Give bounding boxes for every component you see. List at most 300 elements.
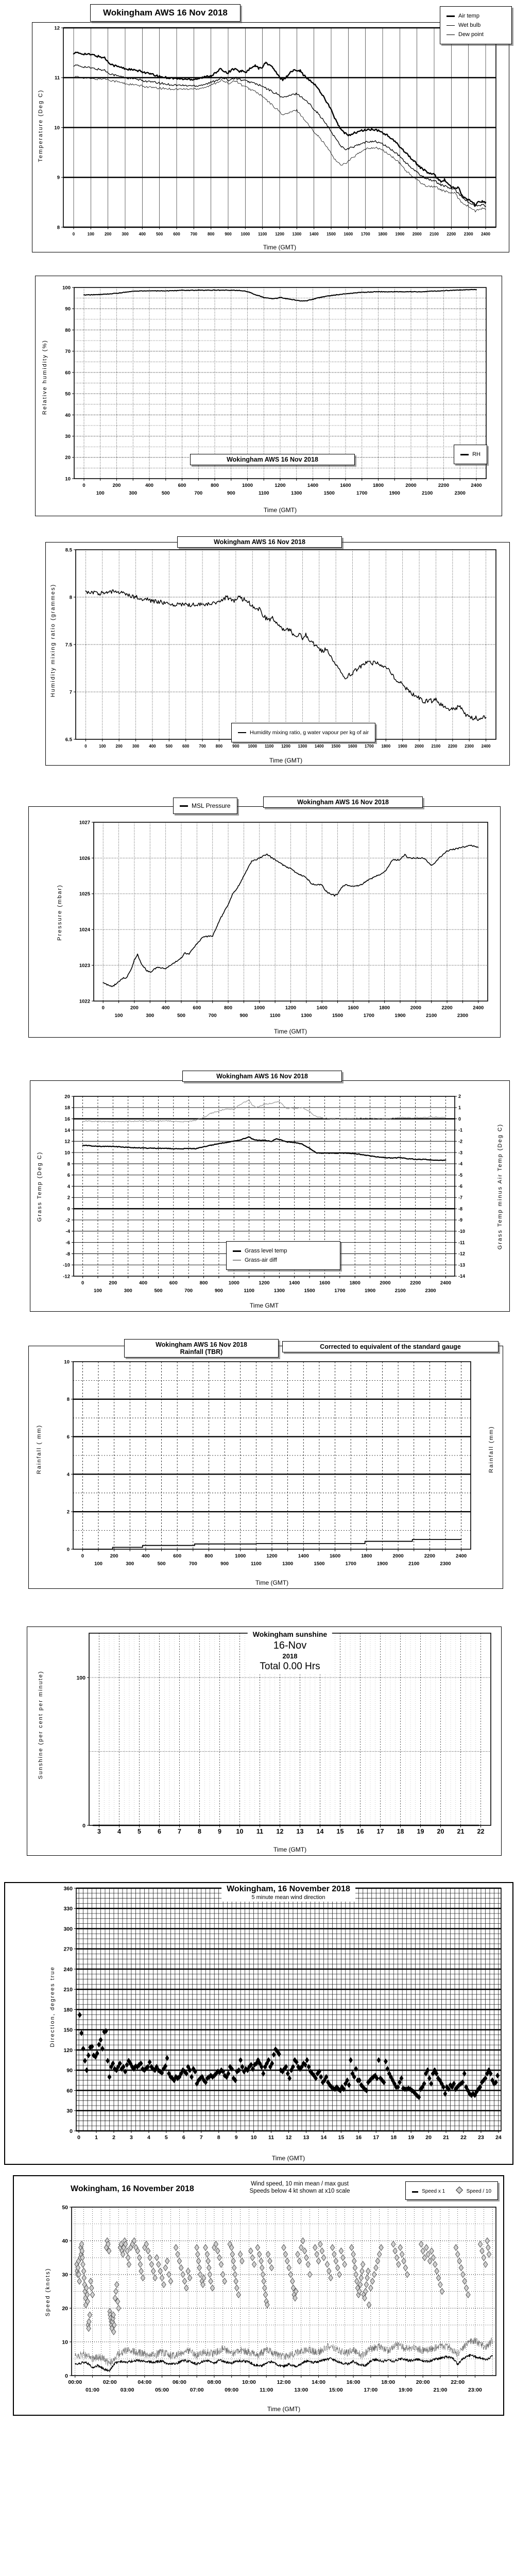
svg-text:2400: 2400 xyxy=(440,1280,451,1286)
svg-text:80: 80 xyxy=(65,327,71,333)
wind-speed-title: Wokingham, 16 November 2018 xyxy=(71,2184,194,2193)
svg-text:900: 900 xyxy=(225,232,232,236)
svg-text:00:00: 00:00 xyxy=(68,2379,82,2385)
speed-line-icon xyxy=(412,2191,418,2193)
svg-text:1700: 1700 xyxy=(334,1288,346,1294)
svg-text:22: 22 xyxy=(460,2134,467,2141)
legend-label: Grass level temp xyxy=(245,1248,287,1254)
svg-text:400: 400 xyxy=(139,232,146,236)
svg-text:2200: 2200 xyxy=(438,483,450,488)
humidity-legend xyxy=(454,445,487,464)
svg-text:02:00: 02:00 xyxy=(102,2379,117,2385)
svg-text:12:00: 12:00 xyxy=(277,2379,291,2385)
legend-label: Wet bulb xyxy=(458,22,481,28)
svg-text:1027: 1027 xyxy=(79,820,90,826)
svg-text:1023: 1023 xyxy=(79,963,90,969)
svg-text:30: 30 xyxy=(66,2108,73,2114)
svg-text:2100: 2100 xyxy=(431,744,441,749)
svg-text:1600: 1600 xyxy=(340,483,351,488)
svg-text:200: 200 xyxy=(130,1005,139,1011)
svg-text:22: 22 xyxy=(477,1828,485,1835)
svg-text:1: 1 xyxy=(458,1105,461,1111)
svg-text:1024: 1024 xyxy=(79,927,90,933)
svg-text:0: 0 xyxy=(84,744,87,749)
svg-text:0: 0 xyxy=(101,1005,105,1011)
svg-text:2: 2 xyxy=(112,2134,115,2141)
svg-text:200: 200 xyxy=(109,1280,117,1286)
svg-text:70: 70 xyxy=(65,349,71,355)
svg-text:700: 700 xyxy=(199,744,206,749)
svg-text:1900: 1900 xyxy=(394,1013,406,1019)
wet-bulb-line-icon xyxy=(447,25,455,26)
svg-text:10: 10 xyxy=(64,1359,70,1365)
legend-item xyxy=(238,730,369,736)
svg-text:-8: -8 xyxy=(65,1251,70,1257)
svg-text:60: 60 xyxy=(66,2088,73,2094)
svg-text:-3: -3 xyxy=(458,1150,463,1156)
legend-item xyxy=(447,31,505,38)
wind-speed-subtitle-line2: Speeds below 4 kt shown at x10 scale xyxy=(249,2188,350,2195)
svg-text:2200: 2200 xyxy=(424,1553,435,1559)
svg-text:1300: 1300 xyxy=(298,744,307,749)
svg-text:14: 14 xyxy=(316,1828,324,1835)
svg-text:800: 800 xyxy=(204,1553,213,1559)
svg-text:01:00: 01:00 xyxy=(85,2387,99,2393)
svg-text:20: 20 xyxy=(64,1094,70,1100)
svg-text:2400: 2400 xyxy=(456,1553,467,1559)
svg-text:1400: 1400 xyxy=(298,1553,309,1559)
svg-text:0: 0 xyxy=(82,483,85,488)
svg-text:2300: 2300 xyxy=(454,490,466,496)
air-temp-line-icon xyxy=(447,15,455,17)
y-axis-title: Temperature (Deg C) xyxy=(38,89,44,162)
svg-text:2400: 2400 xyxy=(481,232,490,236)
legend-label: Humidity mixing ratio, g water vapour per kg of air xyxy=(250,730,369,736)
svg-text:1000: 1000 xyxy=(228,1280,239,1286)
svg-text:2000: 2000 xyxy=(410,1005,421,1011)
svg-text:18: 18 xyxy=(64,1105,70,1111)
svg-text:10: 10 xyxy=(65,476,71,482)
svg-text:2000: 2000 xyxy=(392,1553,404,1559)
svg-text:2000: 2000 xyxy=(412,232,422,236)
x-axis-title: Time (GMT) xyxy=(271,2155,305,2162)
svg-text:1800: 1800 xyxy=(381,744,391,749)
svg-text:1700: 1700 xyxy=(360,232,370,236)
svg-text:2100: 2100 xyxy=(426,1013,437,1019)
svg-text:7: 7 xyxy=(199,2134,203,2141)
svg-text:40: 40 xyxy=(65,412,71,418)
legend-label: Speed / 10 xyxy=(466,2189,491,2194)
wind-speed-subtitle-line1: Wind speed, 10 min mean / max gust xyxy=(251,2181,349,2187)
sunshine-total: Total 0.00 Hrs xyxy=(260,1660,320,1672)
svg-text:900: 900 xyxy=(239,1013,248,1019)
svg-text:1100: 1100 xyxy=(258,232,267,236)
svg-text:100: 100 xyxy=(94,1561,102,1567)
svg-text:21: 21 xyxy=(443,2134,449,2141)
y-axis-title: Sunshine (per cent per minute) xyxy=(38,1670,44,1780)
rainfall-note-box xyxy=(282,1341,499,1352)
grass-temp-line-icon xyxy=(233,1250,241,1252)
sunshine-title: Wokingham sunshine xyxy=(252,1630,328,1638)
svg-text:1800: 1800 xyxy=(349,1280,360,1286)
svg-text:0: 0 xyxy=(81,1280,84,1286)
svg-text:200: 200 xyxy=(110,1553,118,1559)
svg-text:300: 300 xyxy=(126,1561,134,1567)
svg-text:1700: 1700 xyxy=(365,744,374,749)
humidity-plot xyxy=(36,276,502,516)
chart-title-box xyxy=(177,536,342,548)
svg-text:2300: 2300 xyxy=(464,232,473,236)
svg-text:-12: -12 xyxy=(63,1274,70,1280)
svg-text:21: 21 xyxy=(457,1828,465,1835)
svg-text:1022: 1022 xyxy=(79,998,90,1005)
svg-text:1100: 1100 xyxy=(264,744,274,749)
svg-text:1700: 1700 xyxy=(345,1561,356,1567)
svg-text:19: 19 xyxy=(408,2134,414,2141)
y-axis-title-right: Rainfall (mm) xyxy=(488,1426,494,1473)
svg-text:360: 360 xyxy=(63,1885,73,1892)
svg-text:10: 10 xyxy=(64,1150,70,1156)
legend-item xyxy=(412,2189,445,2194)
svg-text:500: 500 xyxy=(156,232,163,236)
x-axis-title: Time (GMT) xyxy=(263,244,297,251)
svg-text:12: 12 xyxy=(285,2134,292,2141)
svg-text:210: 210 xyxy=(63,1987,73,1993)
chart-mixing-ratio-panel xyxy=(45,538,510,766)
legend-label: Speed x 1 xyxy=(422,2189,445,2194)
svg-text:6: 6 xyxy=(182,2134,185,2141)
svg-text:10: 10 xyxy=(54,125,60,131)
grass-temp-legend xyxy=(226,1241,340,1270)
legend-item xyxy=(447,13,505,19)
svg-text:20: 20 xyxy=(437,1828,444,1835)
chart-title: Wokingham AWS 16 Nov 2018 xyxy=(216,1073,308,1080)
rainfall-note: Corrected to equivalent of the standard gauge xyxy=(320,1343,461,1350)
svg-text:03:00: 03:00 xyxy=(120,2387,134,2393)
chart-sunshine-panel xyxy=(27,1626,502,1856)
svg-text:1026: 1026 xyxy=(79,855,90,861)
svg-text:100: 100 xyxy=(62,285,71,291)
x-axis-title: Time (GMT) xyxy=(263,506,297,514)
svg-text:800: 800 xyxy=(215,744,223,749)
svg-text:800: 800 xyxy=(224,1005,233,1011)
svg-text:30: 30 xyxy=(65,433,71,439)
svg-text:50: 50 xyxy=(65,391,71,397)
svg-text:-7: -7 xyxy=(458,1195,463,1200)
y-axis-title: Grass Temp (Deg C) xyxy=(37,1151,43,1222)
svg-text:1600: 1600 xyxy=(319,1280,331,1286)
svg-text:12: 12 xyxy=(276,1828,284,1835)
sunshine-year: 2018 xyxy=(282,1652,298,1660)
svg-text:11: 11 xyxy=(54,75,60,81)
svg-text:1000: 1000 xyxy=(241,232,250,236)
svg-text:6: 6 xyxy=(67,1173,70,1179)
svg-text:700: 700 xyxy=(184,1288,193,1294)
svg-text:150: 150 xyxy=(63,2027,73,2033)
svg-text:1200: 1200 xyxy=(259,1280,270,1286)
y-axis-title: Humidity mixing ratio (grammes) xyxy=(50,583,56,698)
svg-text:2400: 2400 xyxy=(473,1005,484,1011)
svg-text:1100: 1100 xyxy=(258,490,269,496)
svg-text:100: 100 xyxy=(76,1674,85,1681)
svg-text:13:00: 13:00 xyxy=(294,2387,308,2393)
svg-text:2000: 2000 xyxy=(405,483,417,488)
svg-text:200: 200 xyxy=(115,744,123,749)
svg-text:17: 17 xyxy=(373,2134,380,2141)
svg-text:500: 500 xyxy=(161,490,170,496)
svg-text:700: 700 xyxy=(208,1013,217,1019)
svg-text:23:00: 23:00 xyxy=(468,2387,482,2393)
svg-text:0: 0 xyxy=(70,2128,73,2134)
svg-text:1700: 1700 xyxy=(363,1013,374,1019)
svg-text:900: 900 xyxy=(220,1561,229,1567)
svg-text:1400: 1400 xyxy=(314,744,324,749)
chart-title: Wokingham AWS 16 Nov 2018 xyxy=(214,538,305,546)
pressure-plot xyxy=(29,807,500,1037)
svg-text:1900: 1900 xyxy=(376,1561,388,1567)
svg-text:2400: 2400 xyxy=(471,483,482,488)
svg-text:1800: 1800 xyxy=(361,1553,372,1559)
svg-text:400: 400 xyxy=(149,744,156,749)
svg-text:-2: -2 xyxy=(65,1217,70,1224)
svg-text:1900: 1900 xyxy=(389,490,400,496)
svg-text:13: 13 xyxy=(296,1828,304,1835)
legend-label: Grass-air diff xyxy=(245,1257,277,1263)
svg-text:17: 17 xyxy=(376,1828,384,1835)
svg-text:20: 20 xyxy=(62,2305,68,2312)
svg-text:-1: -1 xyxy=(458,1127,463,1133)
svg-text:2100: 2100 xyxy=(394,1288,406,1294)
chart-title: Wokingham AWS 16 Nov 2018 xyxy=(297,799,389,806)
svg-text:1700: 1700 xyxy=(356,490,368,496)
svg-text:2300: 2300 xyxy=(440,1561,451,1567)
svg-text:3: 3 xyxy=(130,2134,133,2141)
svg-text:-10: -10 xyxy=(63,1262,70,1268)
svg-text:19: 19 xyxy=(417,1828,424,1835)
svg-text:1600: 1600 xyxy=(344,232,353,236)
legend-label: Air temp xyxy=(458,13,479,19)
svg-text:500: 500 xyxy=(154,1288,163,1294)
svg-text:1300: 1300 xyxy=(291,490,302,496)
svg-text:120: 120 xyxy=(63,2047,73,2054)
sunshine-title-block xyxy=(248,1630,332,1673)
svg-text:800: 800 xyxy=(207,232,215,236)
svg-text:-2: -2 xyxy=(458,1139,463,1144)
svg-text:-11: -11 xyxy=(458,1240,465,1245)
chart-pressure-panel xyxy=(28,799,501,1038)
wind-speed-plot xyxy=(14,2176,503,2415)
svg-text:1100: 1100 xyxy=(251,1561,262,1567)
chart-grass-temp-panel xyxy=(30,1073,510,1312)
x-axis-title: Time (GMT) xyxy=(255,1579,289,1586)
svg-text:8.5: 8.5 xyxy=(65,547,72,553)
chart-humidity-panel xyxy=(35,276,502,516)
wind-direction-title: Wokingham, 16 November 2018 xyxy=(227,1885,350,1893)
svg-text:7.5: 7.5 xyxy=(65,642,72,648)
mixing-ratio-line-icon xyxy=(238,732,246,733)
svg-text:11: 11 xyxy=(268,2134,274,2141)
svg-text:90: 90 xyxy=(66,2067,73,2074)
chart-wind-speed-panel xyxy=(13,2175,504,2416)
svg-text:270: 270 xyxy=(63,1946,73,1953)
svg-text:400: 400 xyxy=(139,1280,148,1286)
svg-text:1500: 1500 xyxy=(332,1013,344,1019)
chart-title-line1: Wokingham AWS 16 Nov 2018 xyxy=(156,1341,247,1348)
legend-item xyxy=(233,1257,334,1263)
svg-text:50: 50 xyxy=(62,2204,68,2211)
svg-text:06:00: 06:00 xyxy=(172,2379,186,2385)
chart-title: Wokingham AWS 16 Nov 2018 xyxy=(103,8,228,18)
svg-text:8: 8 xyxy=(67,1161,70,1167)
wind-direction-plot xyxy=(5,1883,512,2164)
svg-text:1500: 1500 xyxy=(314,1561,325,1567)
svg-text:13: 13 xyxy=(303,2134,310,2141)
svg-text:2400: 2400 xyxy=(481,744,491,749)
svg-text:900: 900 xyxy=(232,744,239,749)
svg-text:1200: 1200 xyxy=(285,1005,297,1011)
svg-text:-4: -4 xyxy=(65,1229,70,1235)
legend-label: Dew point xyxy=(458,31,484,38)
svg-text:300: 300 xyxy=(63,1926,73,1933)
svg-text:18:00: 18:00 xyxy=(381,2379,396,2385)
chart-title-box xyxy=(124,1339,279,1358)
svg-text:1300: 1300 xyxy=(301,1013,312,1019)
svg-text:2: 2 xyxy=(458,1094,461,1099)
svg-text:200: 200 xyxy=(112,483,121,488)
svg-text:1300: 1300 xyxy=(282,1561,294,1567)
svg-text:10: 10 xyxy=(250,2134,257,2141)
svg-text:6: 6 xyxy=(158,1828,161,1835)
y-axis-title: Rainfall ( mm) xyxy=(36,1424,42,1475)
svg-text:600: 600 xyxy=(173,1553,182,1559)
wind-speed-subtitle-block xyxy=(245,2180,355,2195)
svg-text:1800: 1800 xyxy=(379,1005,390,1011)
svg-text:1000: 1000 xyxy=(254,1005,265,1011)
rainfall-plot xyxy=(29,1346,503,1588)
x-axis-title: Time GMT xyxy=(249,1302,279,1309)
svg-text:5: 5 xyxy=(138,1828,141,1835)
svg-text:600: 600 xyxy=(178,483,186,488)
svg-text:1200: 1200 xyxy=(266,1553,278,1559)
svg-text:-12: -12 xyxy=(458,1251,466,1257)
svg-text:1900: 1900 xyxy=(364,1288,376,1294)
svg-text:1300: 1300 xyxy=(273,1288,285,1294)
svg-text:90: 90 xyxy=(65,306,71,312)
svg-text:0: 0 xyxy=(66,1547,70,1553)
y-axis-title: Pressure (mbar) xyxy=(57,884,63,941)
svg-text:600: 600 xyxy=(173,232,180,236)
svg-text:1600: 1600 xyxy=(329,1553,341,1559)
svg-text:9: 9 xyxy=(234,2134,238,2141)
svg-text:0: 0 xyxy=(81,1553,84,1559)
svg-text:2200: 2200 xyxy=(448,744,457,749)
svg-text:1025: 1025 xyxy=(79,891,90,897)
svg-text:8: 8 xyxy=(69,595,72,601)
temperature-legend xyxy=(440,6,512,44)
svg-text:200: 200 xyxy=(104,232,112,236)
svg-text:2300: 2300 xyxy=(457,1013,468,1019)
svg-text:1400: 1400 xyxy=(316,1005,328,1011)
svg-text:04:00: 04:00 xyxy=(138,2379,152,2385)
wind-direction-title-block xyxy=(221,1884,355,1902)
svg-text:17:00: 17:00 xyxy=(364,2387,378,2393)
svg-text:-4: -4 xyxy=(458,1161,463,1167)
legend-label: RH xyxy=(472,451,480,457)
svg-text:16:00: 16:00 xyxy=(346,2379,360,2385)
svg-text:1000: 1000 xyxy=(235,1553,246,1559)
svg-text:0: 0 xyxy=(82,1822,85,1829)
svg-text:100: 100 xyxy=(87,232,95,236)
svg-text:8: 8 xyxy=(217,2134,220,2141)
chart-title-line2: Rainfall (TBR) xyxy=(180,1348,223,1355)
svg-text:4: 4 xyxy=(147,2134,150,2141)
svg-text:23: 23 xyxy=(478,2134,484,2141)
grass-air-diff-line-icon xyxy=(233,1260,241,1261)
svg-text:700: 700 xyxy=(188,1561,197,1567)
svg-text:10:00: 10:00 xyxy=(242,2379,256,2385)
svg-text:300: 300 xyxy=(132,744,140,749)
svg-text:18: 18 xyxy=(390,2134,397,2141)
svg-text:2300: 2300 xyxy=(465,744,474,749)
chart-title: Wokingham AWS 16 Nov 2018 xyxy=(227,456,318,463)
svg-text:05:00: 05:00 xyxy=(155,2387,169,2393)
svg-text:08:00: 08:00 xyxy=(207,2379,221,2385)
legend-item xyxy=(457,2189,491,2194)
svg-text:0: 0 xyxy=(72,232,75,236)
svg-text:2200: 2200 xyxy=(410,1280,421,1286)
svg-text:1400: 1400 xyxy=(289,1280,300,1286)
pressure-line-icon xyxy=(180,805,188,807)
svg-text:1500: 1500 xyxy=(323,490,335,496)
chart-title-box xyxy=(90,4,241,22)
svg-text:400: 400 xyxy=(141,1553,150,1559)
svg-text:12: 12 xyxy=(54,25,60,31)
svg-text:2200: 2200 xyxy=(447,232,456,236)
svg-text:1400: 1400 xyxy=(307,483,319,488)
chart-title-box xyxy=(190,454,355,465)
svg-text:16: 16 xyxy=(64,1116,70,1123)
svg-text:1900: 1900 xyxy=(398,744,407,749)
y-axis-title: Direction, degrees true xyxy=(49,1966,56,2047)
svg-text:1000: 1000 xyxy=(248,744,258,749)
svg-text:2: 2 xyxy=(66,1509,70,1515)
svg-text:40: 40 xyxy=(62,2238,68,2245)
svg-text:-8: -8 xyxy=(458,1206,463,1212)
svg-text:10: 10 xyxy=(236,1828,244,1835)
svg-text:-13: -13 xyxy=(458,1262,466,1268)
svg-text:240: 240 xyxy=(63,1966,73,1973)
svg-text:12: 12 xyxy=(64,1139,70,1145)
svg-text:2: 2 xyxy=(67,1195,70,1201)
y-axis-title-right: Grass Temp minus Air Temp (Deg C) xyxy=(497,1123,503,1250)
svg-text:100: 100 xyxy=(94,1288,102,1294)
x-axis-title: Time (GMT) xyxy=(273,1028,307,1035)
svg-text:2000: 2000 xyxy=(415,744,424,749)
svg-text:6: 6 xyxy=(66,1434,70,1440)
svg-text:1200: 1200 xyxy=(275,232,284,236)
svg-text:1500: 1500 xyxy=(304,1288,315,1294)
svg-text:15: 15 xyxy=(336,1828,344,1835)
svg-text:16: 16 xyxy=(356,1828,364,1835)
svg-text:700: 700 xyxy=(190,232,198,236)
svg-text:15: 15 xyxy=(338,2134,345,2141)
svg-text:7: 7 xyxy=(178,1828,181,1835)
y-axis-title: Relative humidity (%) xyxy=(42,340,48,415)
svg-text:9: 9 xyxy=(218,1828,221,1835)
svg-text:22:00: 22:00 xyxy=(451,2379,465,2385)
svg-text:07:00: 07:00 xyxy=(190,2387,204,2393)
svg-text:09:00: 09:00 xyxy=(225,2387,239,2393)
